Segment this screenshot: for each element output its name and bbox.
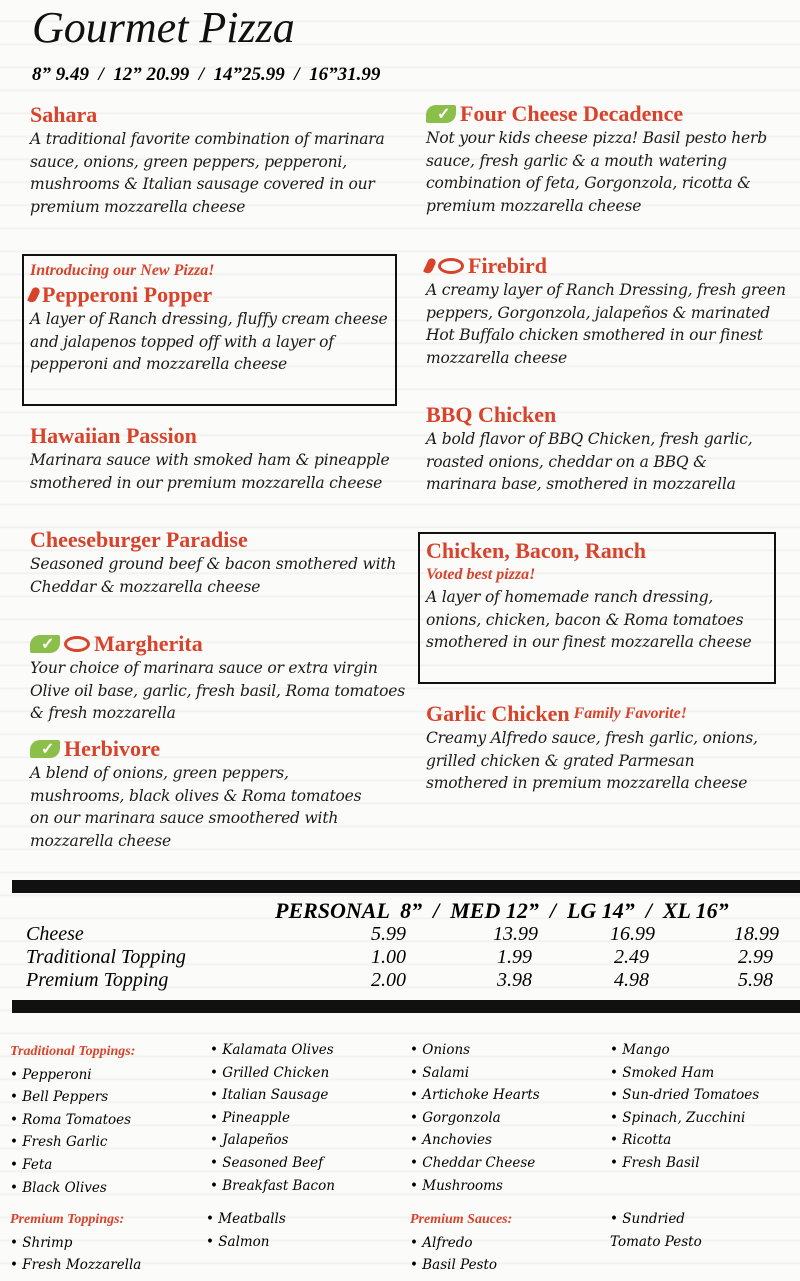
- premium-sauces-col2: [610, 1208, 702, 1253]
- premium-toppings-col2: [206, 1208, 286, 1253]
- pizza-sahara: [30, 102, 410, 218]
- list-item: • Fresh Mozzarella: [10, 1257, 142, 1274]
- pizza-desc: Not your kids cheese pizza! Basil pesto herb sauce, fresh garlic & a mouth watering combination of feta, Gorgonzola, ricotta & premium mozzarella cheese: [426, 129, 767, 215]
- pizza-name: BBQ Chicken: [426, 402, 557, 427]
- pizza-name: Firebird: [468, 253, 548, 278]
- price-xl: 5.98: [738, 969, 773, 991]
- pizza-name: Margherita: [94, 631, 203, 656]
- chili-pepper-icon: [423, 257, 437, 275]
- price-row: [26, 946, 796, 969]
- list-item: • Meatballs: [206, 1211, 286, 1227]
- pizza-bbq-chicken: [426, 402, 781, 496]
- topping-name: Fresh Mozzarella: [22, 1257, 142, 1274]
- topping-name: Fresh Basil: [622, 1154, 700, 1171]
- traditional-toppings-col4: [610, 1039, 759, 1175]
- pizza-name: Sahara: [30, 102, 98, 127]
- list-item: • Italian Sausage: [210, 1087, 329, 1104]
- list-item: [610, 1231, 702, 1254]
- pizza-name: Garlic Chicken: [426, 701, 570, 726]
- topping-name: Artichoke Hearts: [422, 1087, 540, 1104]
- price-xl: 2.99: [738, 946, 773, 968]
- list-item: • Artichoke Hearts: [410, 1087, 540, 1104]
- topping-name: Grilled Chicken: [222, 1064, 330, 1081]
- topping-name: Fresh Garlic: [22, 1134, 108, 1151]
- pizza-desc: A creamy layer of Ranch Dressing, fresh green peppers, Gorgonzola, jalapeños & marinated Hot Buffalo chicken smothered in our finest mozzarella cheese: [426, 281, 786, 367]
- topping-name: Roma Tomatoes: [22, 1111, 132, 1128]
- topping-name: Black Olives: [22, 1179, 107, 1196]
- topping-name: Alfredo: [422, 1234, 473, 1251]
- pizza-name: Four Cheese Decadence: [460, 101, 684, 126]
- pizza-herbivore: [30, 736, 410, 852]
- pizza-desc: Seasoned ground beef & bacon smothered with Cheddar & mozzarella cheese: [30, 555, 397, 596]
- list-item: • Grilled Chicken: [210, 1064, 330, 1081]
- pizza-name: Hawaiian Passion: [30, 423, 197, 448]
- price-lg: 4.98: [614, 969, 649, 991]
- pizza-tagline: Introducing our New Pizza!: [30, 262, 215, 279]
- page-title: Gourmet Pizza: [32, 3, 295, 52]
- list-item: • Roma Tomatoes: [10, 1111, 132, 1128]
- list-item: • Cheddar Cheese: [410, 1154, 536, 1171]
- list-item: • Salami: [410, 1064, 470, 1081]
- topping-name: Tomato Pesto: [610, 1233, 702, 1250]
- size-prices: 8” 9.49 / 12” 20.99 / 14”25.99 / 16”31.99: [32, 64, 381, 85]
- vegetarian-leaf-icon: [30, 740, 60, 758]
- premium-sauces-col1: [410, 1209, 512, 1277]
- price-table-header: PERSONAL 8” / MED 12” / LG 14” / XL 16”: [275, 898, 729, 923]
- vegetarian-leaf-icon: [30, 635, 60, 653]
- price-personal: 5.99: [371, 923, 406, 945]
- list-item: • Basil Pesto: [410, 1257, 498, 1274]
- list-item: • Sundried: [610, 1211, 685, 1227]
- list-item: • Smoked Ham: [610, 1064, 715, 1081]
- price-lg: 16.99: [610, 923, 655, 945]
- pizza-name: Pepperoni Popper: [42, 282, 213, 307]
- price-xl: 18.99: [734, 923, 779, 945]
- list-item: • Seasoned Beef: [210, 1154, 324, 1171]
- red-oval-icon: [438, 258, 464, 274]
- list-item: • Salmon: [206, 1233, 270, 1250]
- list-item: • Breakfast Bacon: [210, 1177, 335, 1194]
- pizza-name: Cheeseburger Paradise: [30, 527, 248, 552]
- list-item: • Mushrooms: [410, 1177, 503, 1194]
- traditional-toppings-heading: Traditional Toppings:: [10, 1044, 136, 1059]
- list-item: • Sun-dried Tomatoes: [610, 1087, 760, 1104]
- pizza-desc: A bold flavor of BBQ Chicken, fresh garlic, roasted onions, cheddar on a BBQ & marinara base, smothered in mozzarella: [426, 430, 753, 494]
- red-oval-icon: [64, 636, 90, 652]
- pizza-desc: A layer of homemade ranch dressing, onions, chicken, bacon & Roma tomatoes smothered in our finest mozzarella cheese: [426, 588, 752, 652]
- topping-name: Seasoned Beef: [222, 1154, 324, 1171]
- list-item: • Fresh Basil: [610, 1154, 700, 1171]
- pizza-desc: A traditional favorite combination of marinara sauce, onions, green peppers, pepperoni, mushrooms & Italian sausage covered in our premium mozzarella cheese: [30, 130, 385, 216]
- topping-name: Basil Pesto: [422, 1257, 498, 1274]
- price-personal: 1.00: [371, 946, 406, 968]
- topping-name: Salmon: [218, 1233, 270, 1250]
- topping-name: Ricotta: [622, 1132, 672, 1149]
- list-item: • Gorgonzola: [410, 1109, 501, 1126]
- topping-name: Sun-dried Tomatoes: [622, 1087, 760, 1104]
- chili-pepper-icon: [27, 286, 41, 304]
- pizza-pepperoni-popper: [30, 260, 392, 376]
- divider-bar: [12, 880, 800, 893]
- pizza-tagline: Voted best pizza!: [426, 566, 536, 583]
- pizza-desc: A layer of Ranch dressing, fluffy cream cheese and jalapenos topped off with a layer of pepperoni and mozzarella cheese: [30, 310, 388, 374]
- topping-name: Bell Peppers: [22, 1089, 109, 1106]
- topping-name: Shrimp: [22, 1234, 73, 1251]
- row-label: Premium Topping: [26, 969, 169, 991]
- premium-sauces-heading: Premium Sauces:: [410, 1212, 513, 1227]
- pizza-cheeseburger-paradise: [30, 527, 410, 598]
- topping-name: Cheddar Cheese: [422, 1154, 536, 1171]
- price-med: 13.99: [493, 923, 538, 945]
- topping-name: Kalamata Olives: [222, 1042, 334, 1058]
- pizza-four-cheese-decadence: [426, 101, 791, 217]
- topping-name: Feta: [22, 1156, 53, 1173]
- price-med: 3.98: [497, 969, 532, 991]
- price-lg: 2.49: [614, 946, 649, 968]
- topping-name: Italian Sausage: [222, 1087, 329, 1104]
- list-item: • Pepperoni: [10, 1066, 92, 1083]
- pizza-name: Chicken, Bacon, Ranch: [426, 538, 647, 563]
- vegetarian-leaf-icon: [426, 105, 456, 123]
- topping-name: Mushrooms: [422, 1177, 503, 1194]
- price-row: [26, 969, 796, 992]
- pizza-desc: Marinara sauce with smoked ham & pineapple smothered in our premium mozzarella cheese: [30, 451, 390, 492]
- list-item: • Bell Peppers: [10, 1089, 109, 1106]
- pizza-garlic-chicken: [426, 701, 776, 795]
- pizza-tagline: Family Favorite!: [573, 705, 687, 722]
- divider-bar: [12, 1000, 800, 1013]
- topping-name: Jalapeños: [222, 1132, 289, 1149]
- topping-name: Pepperoni: [22, 1066, 92, 1083]
- topping-name: Salami: [422, 1064, 470, 1081]
- topping-name: Gorgonzola: [422, 1109, 501, 1126]
- pizza-desc: A blend of onions, green peppers, mushrooms, black olives & Roma tomatoes on our marinara sauce smoothered with mozzarella cheese: [30, 764, 362, 850]
- traditional-toppings-col1: [10, 1041, 135, 1199]
- topping-name: Mango: [622, 1042, 670, 1058]
- traditional-toppings-col2: [210, 1039, 335, 1197]
- list-item: • Mango: [610, 1042, 670, 1058]
- pizza-firebird: [426, 253, 786, 369]
- topping-name: Sundried: [622, 1211, 685, 1227]
- list-item: • Shrimp: [10, 1234, 73, 1251]
- list-item: • Black Olives: [10, 1179, 107, 1196]
- list-item: • Kalamata Olives: [210, 1042, 334, 1058]
- pizza-name: Herbivore: [64, 736, 161, 761]
- list-item: • Fresh Garlic: [10, 1134, 108, 1151]
- price-med: 1.99: [497, 946, 532, 968]
- pizza-desc: Your choice of marinara sauce or extra virgin Olive oil base, garlic, fresh basil, Roma tomatoes & fresh mozzarella: [30, 659, 405, 723]
- topping-name: Pineapple: [222, 1109, 290, 1126]
- list-item: • Spinach, Zucchini: [610, 1109, 746, 1126]
- list-item: • Onions: [410, 1042, 471, 1058]
- topping-name: Meatballs: [218, 1211, 286, 1227]
- pizza-chicken-bacon-ranch: [426, 538, 772, 654]
- list-item: • Ricotta: [610, 1132, 672, 1149]
- pizza-hawaiian-passion: [30, 423, 410, 494]
- topping-name: Smoked Ham: [622, 1064, 715, 1081]
- topping-name: Spinach, Zucchini: [622, 1109, 746, 1126]
- premium-toppings-heading: Premium Toppings:: [10, 1212, 125, 1227]
- traditional-toppings-col3: [410, 1039, 540, 1197]
- list-item: • Pineapple: [210, 1109, 290, 1126]
- row-label: Traditional Topping: [26, 946, 186, 968]
- list-item: • Alfredo: [410, 1234, 473, 1251]
- list-item: • Jalapeños: [210, 1132, 289, 1149]
- price-personal: 2.00: [371, 969, 406, 991]
- price-row: [26, 923, 796, 946]
- row-label: Cheese: [26, 923, 84, 945]
- topping-name: Onions: [422, 1042, 471, 1058]
- topping-name: Breakfast Bacon: [222, 1177, 335, 1194]
- pizza-desc: Creamy Alfredo sauce, fresh garlic, onions, grilled chicken & grated Parmesan smothered in premium mozzarella cheese: [426, 729, 758, 793]
- list-item: • Anchovies: [410, 1132, 492, 1149]
- list-item: • Feta: [10, 1156, 53, 1173]
- pizza-margherita: [30, 631, 410, 725]
- topping-name: Anchovies: [422, 1132, 492, 1149]
- premium-toppings-col1: [10, 1209, 141, 1277]
